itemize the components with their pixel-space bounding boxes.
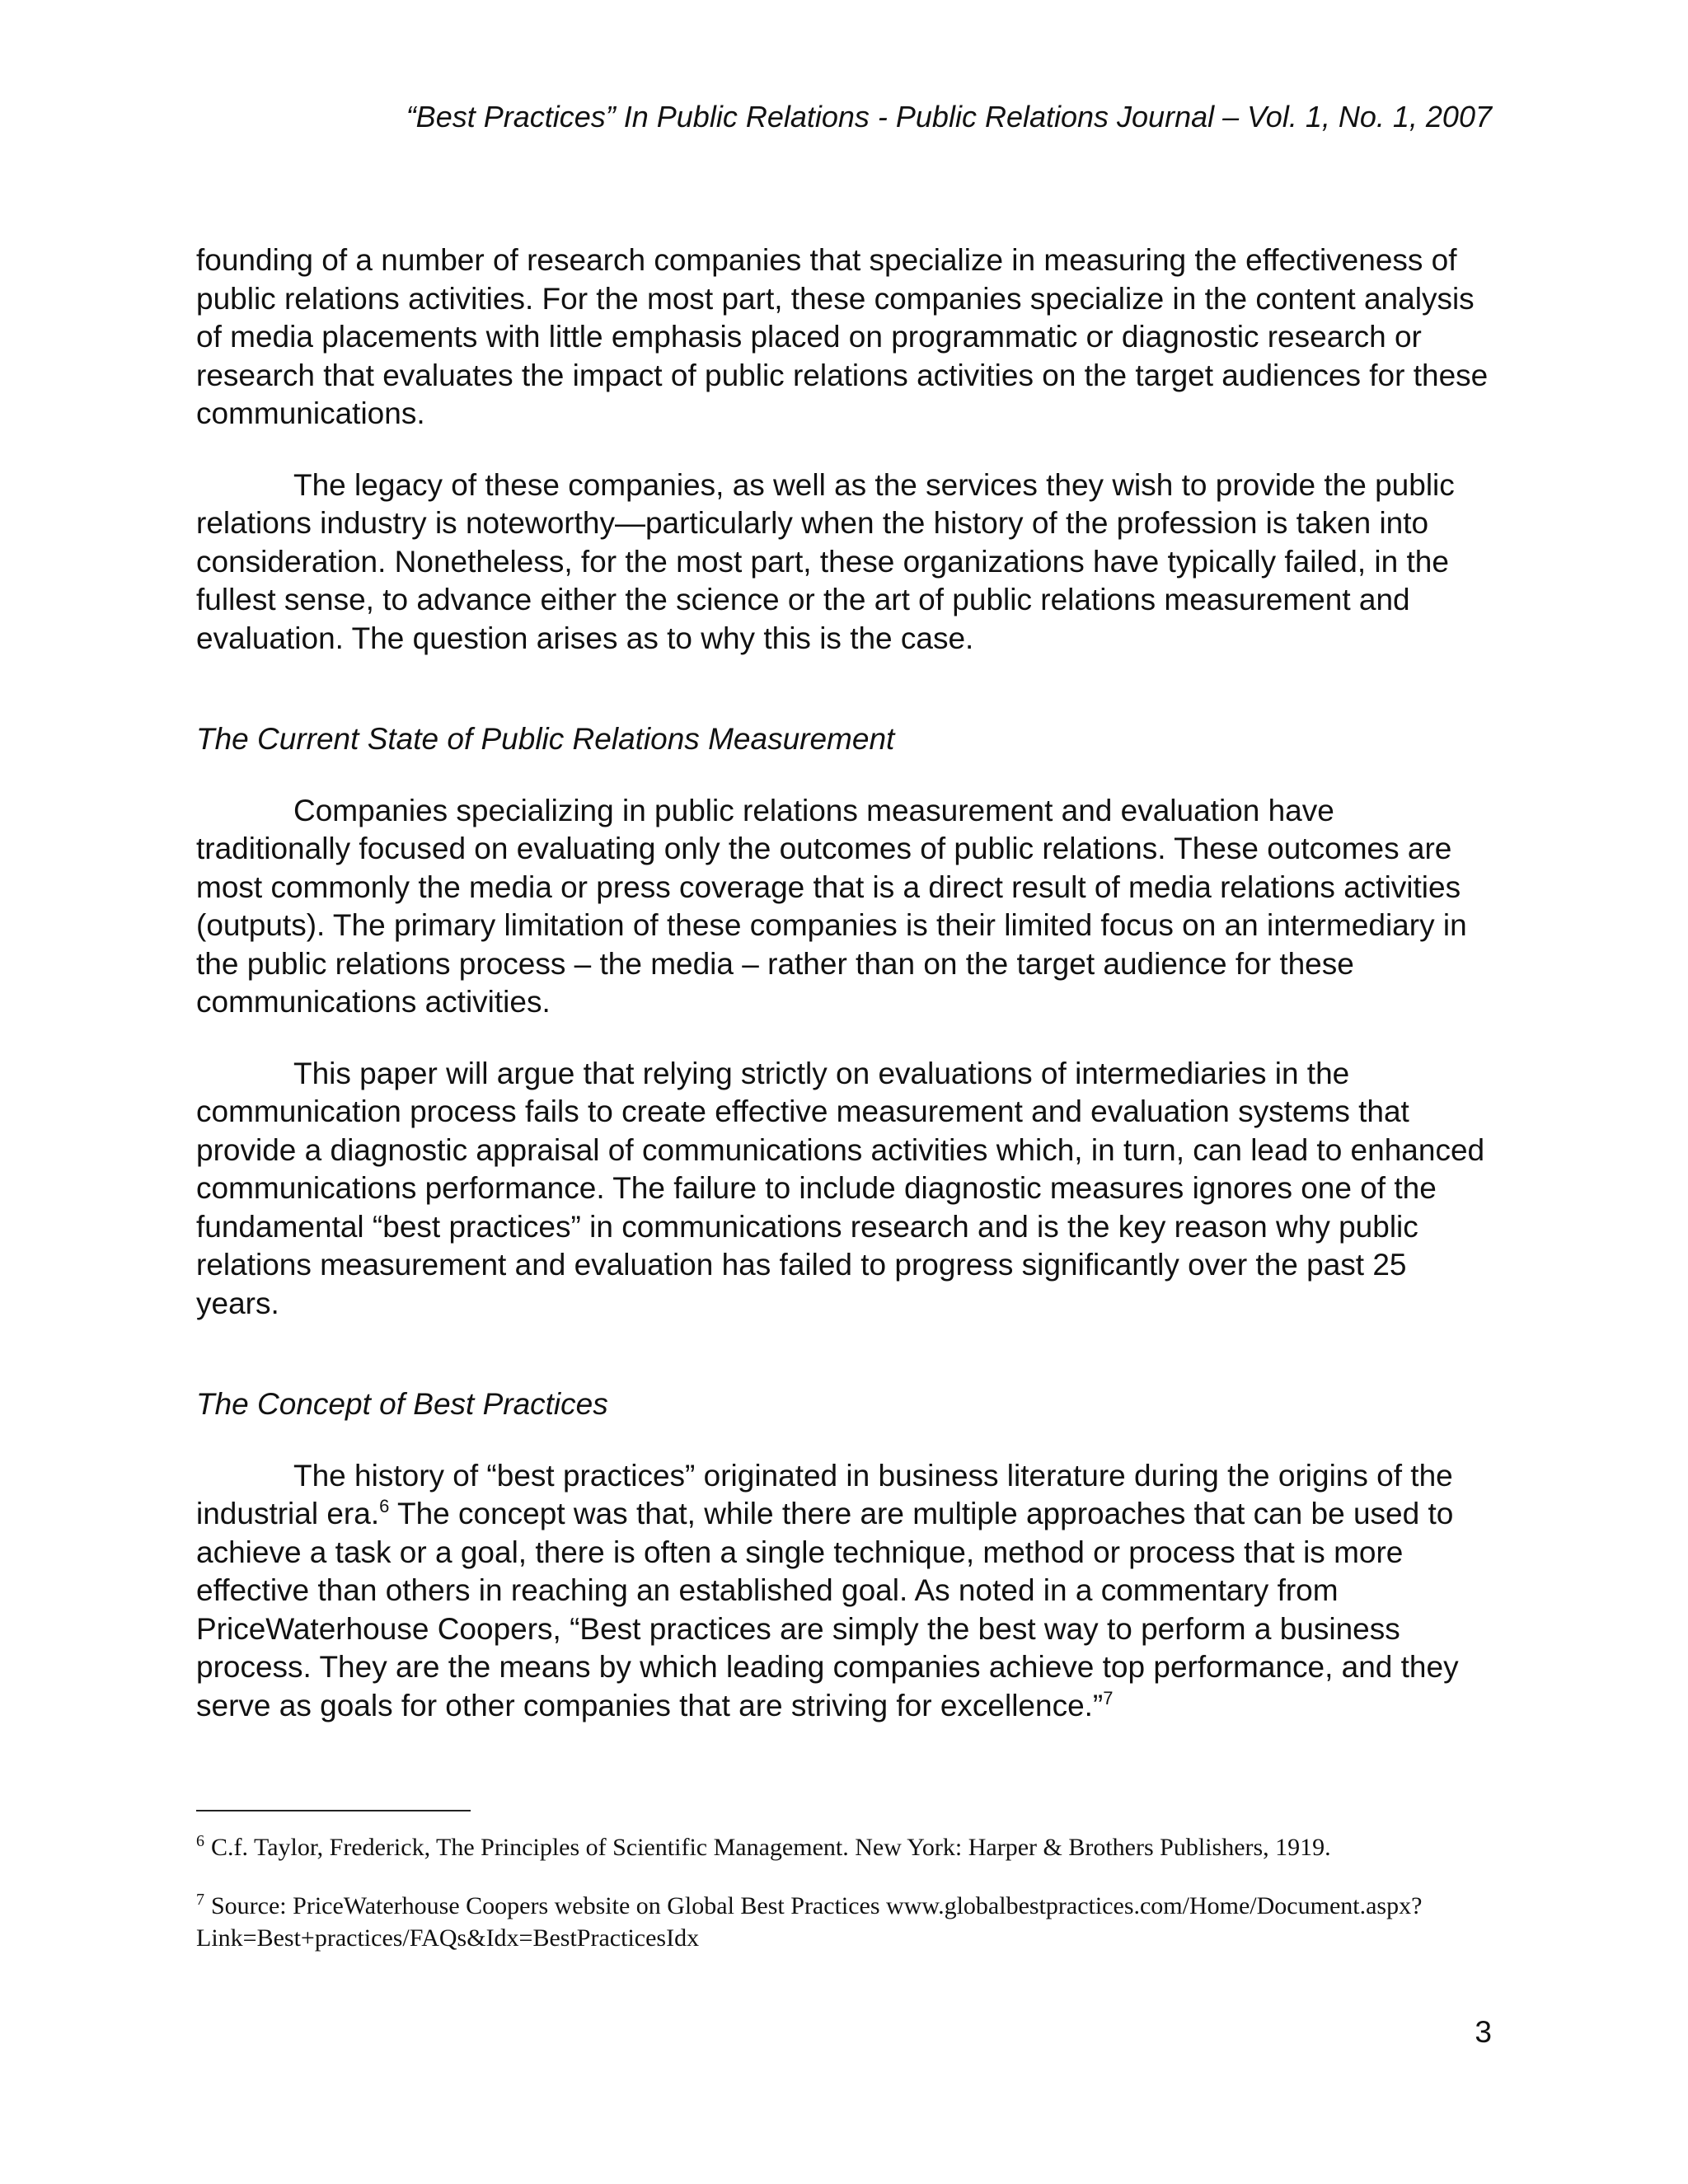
paragraph-text: The concept was that, while there are multiple approaches that can be used to achieve a task or a goal, there is often a single technique, method or process that is more effective than others in reaching an established goal. As noted in a commentary from PriceWaterhouse Coopers, “Best practices are simply the best way to perform a business process. They are the means by which leading companies achieve top performance, and they serve as goals for other companies that are striving for excellence.” — [196, 1497, 1459, 1722]
footnotes — [196, 1831, 1507, 1954]
paragraph-legacy: The legacy of these companies, as well as the services they wish to provide the public relations industry is noteworthy—particularly when the history of the profession is taken into consideration. Nonetheless, for the most part, these organizations have typically failed, in the fullest sense, to advance either the science or the art of public relations measurement and evaluation. The question arises as to why this is the case. — [196, 467, 1455, 655]
footnote-text: C.f. Taylor, Frederick, The Principles of Scientific Management. New York: Harper & Brothers Publishers, 1919. — [211, 1834, 1331, 1861]
paragraph-current-state-1: Companies specializing in public relations measurement and evaluation have traditionally focused on evaluating only the outcomes of public relations. These outcomes are most commonly the media or press coverage that is a direct result of media relations activities (outputs). The primary limitation of these companies is their limited focus on an intermediary in the public relations process – the media – rather than on the target audience for these communications activities. — [196, 793, 1467, 1019]
body-text — [196, 241, 1492, 1725]
page-number: 3 — [1475, 2015, 1492, 2049]
paragraph-text: The history of “best practices” originated in business literature during the origins of the industrial era. — [196, 1458, 1453, 1530]
footnote-number: 6 — [196, 1832, 204, 1850]
paragraph-concept-1 — [196, 1457, 1492, 1726]
footnote-number: 7 — [196, 1891, 204, 1909]
section-heading-current-state: The Current State of Public Relations Measurement — [196, 722, 895, 756]
paragraph-current-state-2: This paper will argue that relying strictly on evaluations of intermediaries in the communication process fails to create effective measurement and evaluation systems that provide a diagnostic appraisal of communications activities which, in turn, can lead to enhanced communications performance. The failure to include diagnostic measures ignores one of the fundamental “best practices” in communications research and is the key reason why public relations measurement and evaluation has failed to progress significantly over the past 25 years. — [196, 1056, 1485, 1320]
paragraph-continued: founding of a number of research companies that specialize in measuring the effectiveness of public relations activities. For the most part, these companies specialize in the content analysis of media placements with little emphasis placed on programmatic or diagnostic research or research that evaluates the impact of public relations activities on the target audiences for these communications. — [196, 243, 1489, 430]
running-header: “Best Practices” In Public Relations - Public Relations Journal – Vol. 1, No. 1, 2007 — [406, 100, 1492, 134]
section-heading-concept: The Concept of Best Practices — [196, 1387, 608, 1421]
footnote-6 — [196, 1831, 1507, 1863]
footnote-separator — [196, 1810, 471, 1811]
footnote-reference-6[interactable]: 6 — [379, 1496, 390, 1516]
footnote-7 — [196, 1890, 1507, 1954]
footnote-reference-7[interactable]: 7 — [1103, 1687, 1114, 1708]
footnote-text: Source: PriceWaterhouse Coopers website on Global Best Practices www.globalbestpractices.com/Home/Document.aspx?Link=Best+practices/FAQs&Idx=BestPracticesIdx — [196, 1892, 1423, 1952]
